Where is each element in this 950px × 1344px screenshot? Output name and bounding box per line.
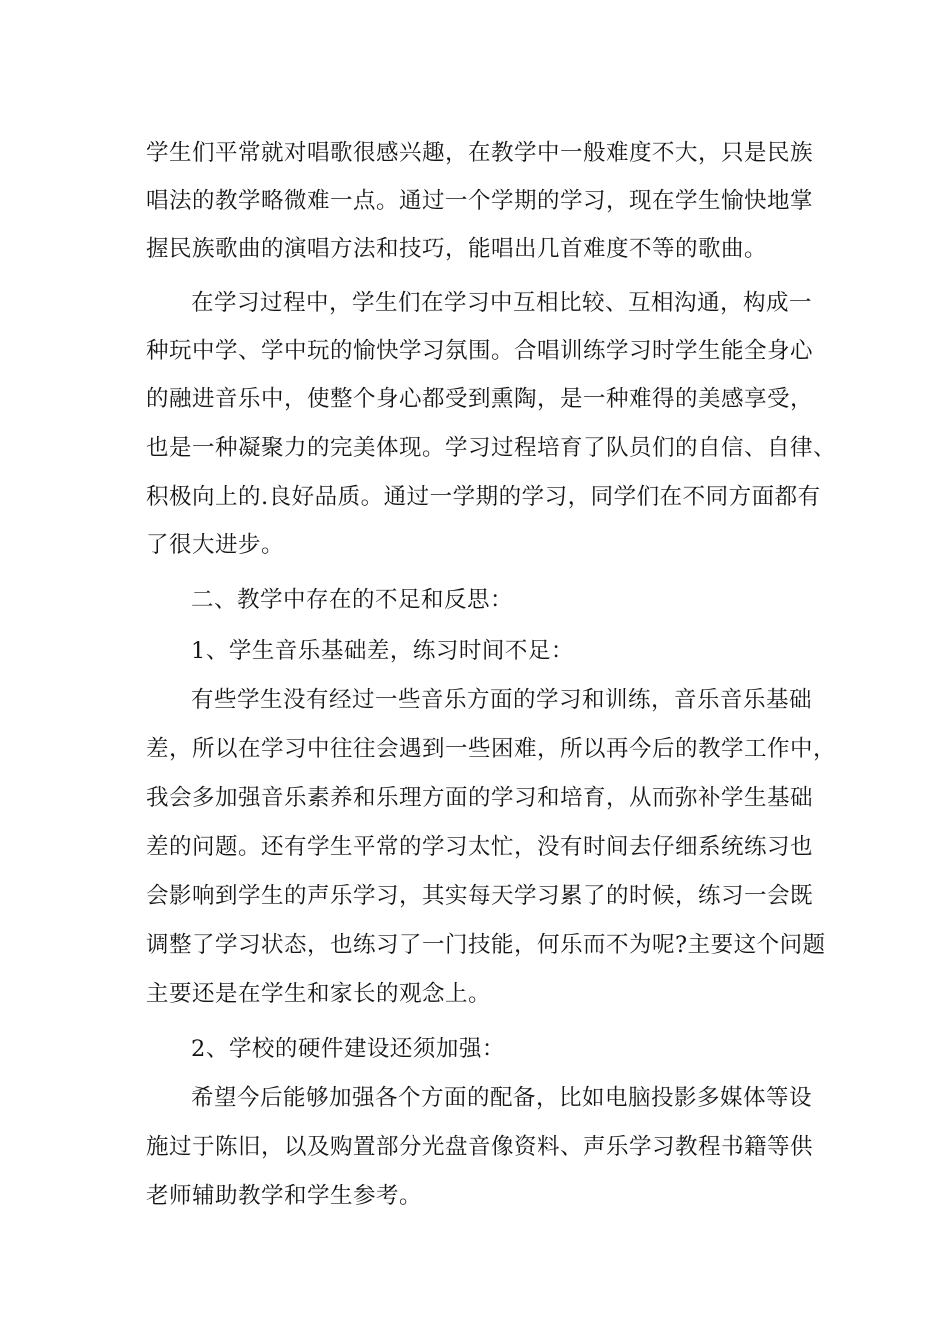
text-line: 也是一种凝聚力的完美体现。学习过程培育了队员们的自信、自律、 [146,435,837,461]
paragraph-first-line: 希望今后能够加强各个方面的配备，比如电脑投影多媒体等设 [191,1085,813,1111]
text-line: 积极向上的.良好品质。通过一学期的学习，同学们在不同方面都有 [146,484,821,510]
paragraph-first-line: 在学习过程中，学生们在学习中互相比较、互相沟通，构成一 [191,290,813,316]
section-heading: 二、教学中存在的不足和反思： [191,587,514,613]
text-line: 老师辅助教学和学生参考。 [146,1183,423,1209]
text-line: 种玩中学、学中玩的愉快学习氛围。合唱训练学习时学生能全身心 [146,338,814,364]
text-line: 差，所以在学习中往往会遇到一些困难，所以再今后的教学工作中， [146,736,837,762]
text-line: 我会多加强音乐素养和乐理方面的学习和培育，从而弥补学生基础 [146,785,814,811]
text-line: 学生们平常就对唱歌很感兴趣，在教学中一般难度不大，只是民族 [146,140,814,166]
subsection-heading: 2、学校的硬件建设还须加强： [191,1036,505,1062]
subsection-heading: 1、学生音乐基础差，练习时间不足： [191,638,574,664]
text-line: 握民族歌曲的演唱方法和技巧，能唱出几首难度不等的歌曲。 [146,236,768,262]
text-line: 主要还是在学生和家长的观念上。 [146,981,492,1007]
text-line: 施过于陈旧，以及购置部分光盘音像资料、声乐学习教程书籍等供 [146,1134,814,1160]
text-line: 唱法的教学略微难一点。通过一个学期的学习，现在学生愉快地掌 [146,188,814,214]
text-line: 调整了学习状态，也练习了一门技能，何乐而不为呢?主要这个问题 [146,932,826,958]
text-line: 的融进音乐中，使整个身心都受到熏陶，是一种难得的美感享受， [146,386,814,412]
text-line: 会影响到学生的声乐学习，其实每天学习累了的时候，练习一会既 [146,883,814,909]
paragraph-first-line: 有些学生没有经过一些音乐方面的学习和训练，音乐音乐基础 [191,687,813,713]
text-line: 差的问题。还有学生平常的学习太忙，没有时间去仔细系统练习也 [146,834,814,860]
text-line: 了很大进步。 [146,532,285,558]
